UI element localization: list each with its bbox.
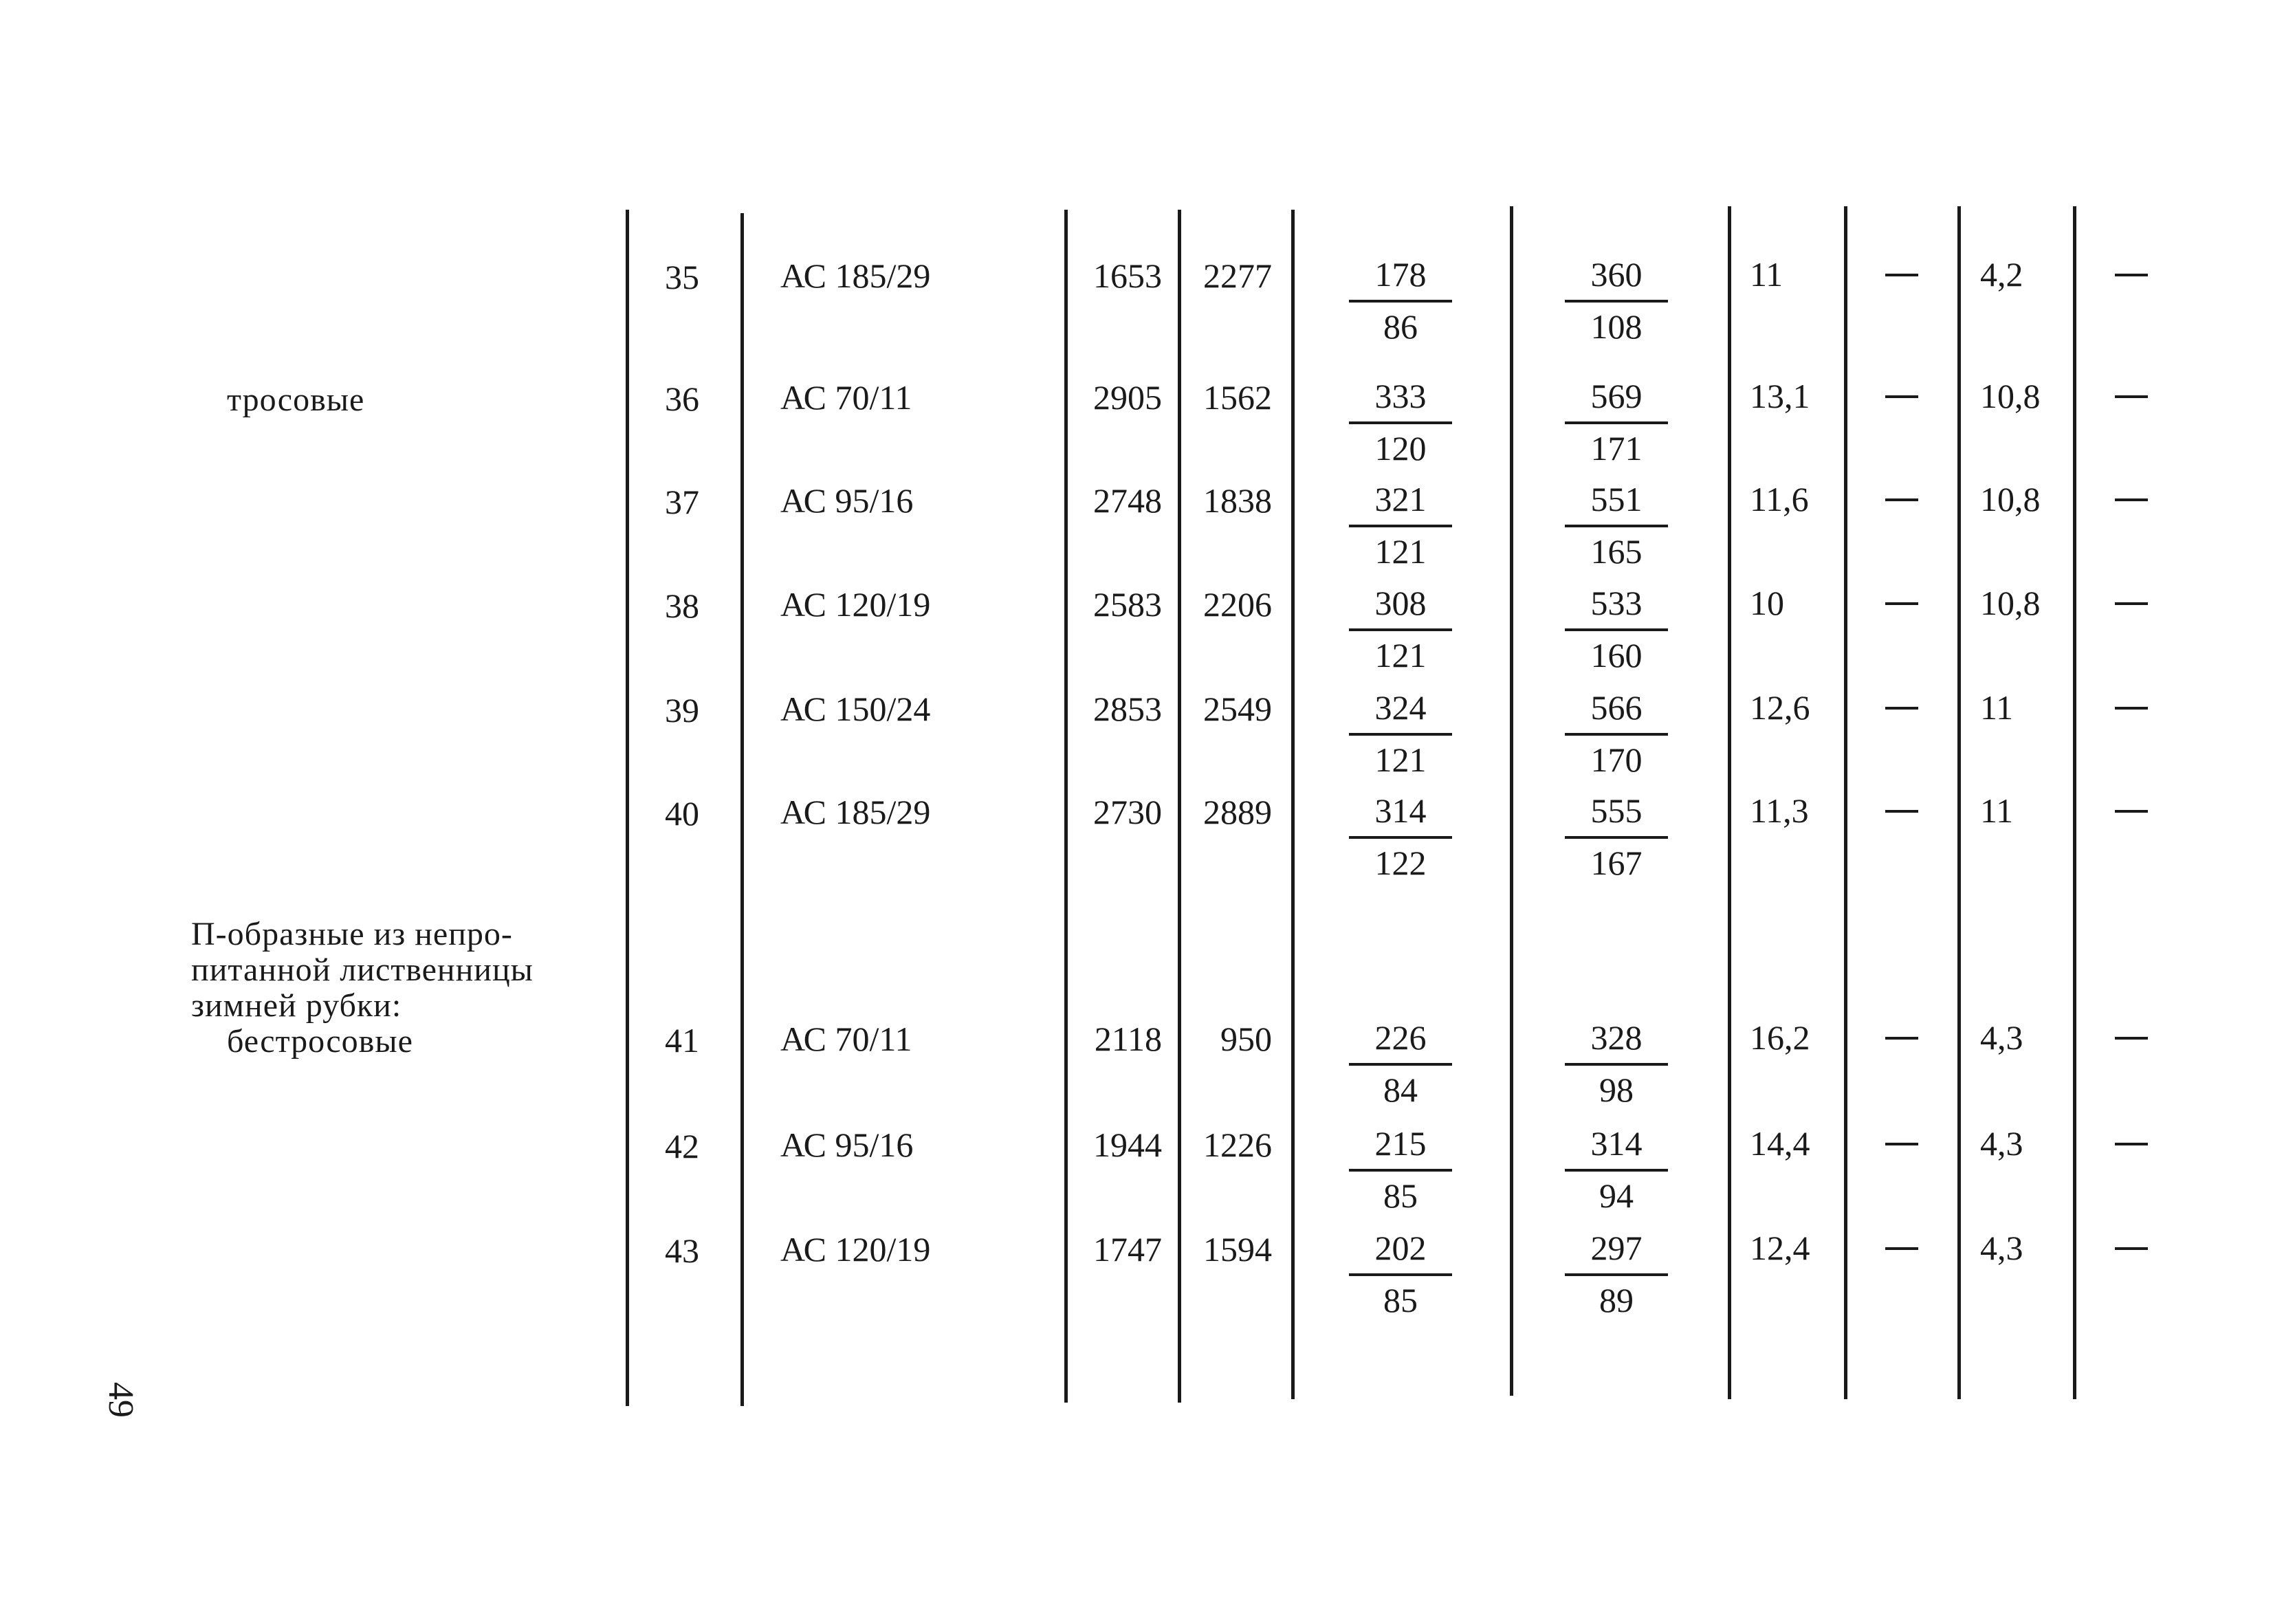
fraction-bar: [1565, 1169, 1668, 1172]
fraction-bar: [1565, 628, 1668, 631]
value-col4: 2889: [1203, 793, 1272, 831]
label-p-obraznye-line1: П-образные из непро-: [191, 916, 513, 952]
fraction-denominator: 121: [1374, 532, 1427, 571]
wire-grade: АС 95/16: [780, 1126, 914, 1164]
dash-col10: [2115, 1143, 2148, 1145]
row-number: 35: [665, 258, 699, 296]
fraction-bar: [1565, 300, 1668, 303]
value-col9: 4,3: [1980, 1229, 2023, 1267]
value-col7: 16,2: [1750, 1018, 1810, 1057]
value-col4: 2277: [1203, 256, 1272, 295]
label-p-obraznye-line2: питанной лиственницы: [191, 952, 534, 988]
page-number: 49: [101, 1382, 140, 1418]
wire-grade: АС 120/19: [780, 1230, 931, 1269]
dash-col8: [1885, 274, 1918, 276]
fraction-denominator: 165: [1590, 532, 1643, 571]
value-col7: 12,4: [1750, 1229, 1810, 1267]
fraction-denominator: 171: [1590, 429, 1643, 468]
dash-col8: [1885, 707, 1918, 710]
value-col7: 14,4: [1750, 1124, 1810, 1163]
fraction-denominator: 86: [1383, 307, 1418, 346]
fraction-numerator: 178: [1374, 255, 1427, 294]
fraction-bar: [1349, 733, 1452, 736]
fraction-bar: [1565, 1273, 1668, 1276]
value-col7: 11,6: [1750, 480, 1809, 518]
fraction-numerator: 314: [1374, 791, 1427, 830]
dash-col8: [1885, 810, 1918, 813]
fraction-numerator: 202: [1374, 1229, 1427, 1267]
wire-grade: АС 70/11: [780, 1020, 912, 1058]
value-col3: 2748: [1093, 481, 1162, 520]
value-col9: 4,3: [1980, 1018, 2023, 1057]
dash-col10: [2115, 1247, 2148, 1250]
fraction-denominator: 170: [1590, 740, 1643, 779]
fraction-bar: [1349, 525, 1452, 527]
fraction-bar: [1565, 1063, 1668, 1066]
fraction-numerator: 226: [1374, 1018, 1427, 1057]
fraction-numerator: 308: [1374, 584, 1427, 622]
column-rule: [740, 213, 744, 1406]
value-col3: 2905: [1093, 378, 1162, 417]
label-p-obraznye-line3: зимней рубки:: [191, 987, 402, 1024]
fraction-bar: [1349, 836, 1452, 839]
row-number: 42: [665, 1127, 699, 1165]
row-number: 37: [665, 483, 699, 521]
dash-col10: [2115, 602, 2148, 605]
dash-col8: [1885, 1143, 1918, 1145]
value-col4: 1594: [1203, 1230, 1272, 1269]
dash-col10: [2115, 498, 2148, 501]
fraction-numerator: 551: [1590, 480, 1643, 518]
dash-col8: [1885, 395, 1918, 398]
fraction-numerator: 533: [1590, 584, 1643, 622]
value-col7: 10: [1750, 584, 1784, 622]
fraction-numerator: 314: [1590, 1124, 1643, 1163]
fraction-denominator: 167: [1590, 844, 1643, 882]
fraction-bar: [1349, 300, 1452, 303]
value-col4: 950: [1220, 1020, 1272, 1058]
fraction-numerator: 360: [1590, 255, 1643, 294]
row-number: 40: [665, 794, 699, 833]
fraction-numerator: 297: [1590, 1229, 1643, 1267]
value-col7: 13,1: [1750, 377, 1810, 415]
value-col3: 2730: [1093, 793, 1162, 831]
fraction-bar: [1349, 421, 1452, 424]
dash-col8: [1885, 602, 1918, 605]
value-col7: 12,6: [1750, 688, 1810, 727]
fraction-bar: [1349, 628, 1452, 631]
fraction-numerator: 321: [1374, 480, 1427, 518]
fraction-bar: [1349, 1169, 1452, 1172]
fraction-numerator: 566: [1590, 688, 1643, 727]
column-rule: [1064, 210, 1068, 1403]
value-col3: 2583: [1093, 585, 1162, 624]
column-rule: [1728, 206, 1731, 1399]
wire-grade: АС 95/16: [780, 481, 914, 520]
fraction-bar: [1565, 836, 1668, 839]
fraction-denominator: 160: [1590, 636, 1643, 674]
fraction-numerator: 333: [1374, 377, 1427, 415]
value-col4: 2206: [1203, 585, 1272, 624]
dash-col10: [2115, 707, 2148, 710]
value-col7: 11,3: [1750, 791, 1809, 830]
value-col3: 1747: [1093, 1230, 1162, 1269]
row-number: 43: [665, 1231, 699, 1270]
fraction-denominator: 89: [1599, 1281, 1634, 1319]
fraction-numerator: 555: [1590, 791, 1643, 830]
wire-grade: АС 185/29: [780, 793, 931, 831]
value-col9: 4,2: [1980, 255, 2023, 294]
fraction-denominator: 98: [1599, 1071, 1634, 1109]
value-col9: 4,3: [1980, 1124, 2023, 1163]
fraction-bar: [1565, 733, 1668, 736]
column-rule: [1957, 206, 1961, 1399]
row-number: 36: [665, 380, 699, 418]
value-col9: 10,8: [1980, 480, 2041, 518]
fraction-denominator: 121: [1374, 636, 1427, 674]
value-col9: 10,8: [1980, 377, 2041, 415]
wire-grade: АС 70/11: [780, 378, 912, 417]
dash-col8: [1885, 498, 1918, 501]
wire-grade: АС 120/19: [780, 585, 931, 624]
column-rule: [1291, 210, 1295, 1399]
dash-col10: [2115, 810, 2148, 813]
value-col3: 2853: [1093, 690, 1162, 728]
fraction-denominator: 120: [1374, 429, 1427, 468]
fraction-denominator: 94: [1599, 1176, 1634, 1215]
fraction-numerator: 324: [1374, 688, 1427, 727]
value-col4: 1226: [1203, 1126, 1272, 1164]
fraction-bar: [1349, 1063, 1452, 1066]
value-col4: 2549: [1203, 690, 1272, 728]
value-col3: 1944: [1093, 1126, 1162, 1164]
value-col4: 1838: [1203, 481, 1272, 520]
row-number: 39: [665, 691, 699, 729]
value-col7: 11: [1750, 255, 1783, 294]
dash-col10: [2115, 1037, 2148, 1040]
fraction-denominator: 84: [1383, 1071, 1418, 1109]
value-col9: 11: [1980, 791, 2014, 830]
fraction-bar: [1349, 1273, 1452, 1276]
column-rule: [626, 210, 629, 1406]
fraction-numerator: 328: [1590, 1018, 1643, 1057]
column-rule: [1844, 206, 1847, 1399]
fraction-numerator: 215: [1374, 1124, 1427, 1163]
fraction-bar: [1565, 421, 1668, 424]
row-number: 41: [665, 1021, 699, 1060]
dash-col10: [2115, 395, 2148, 398]
dash-col10: [2115, 274, 2148, 276]
fraction-bar: [1565, 525, 1668, 527]
value-col9: 11: [1980, 688, 2014, 727]
value-col3: 2118: [1094, 1020, 1162, 1058]
label-trosovye: тросовые: [227, 382, 365, 418]
value-col3: 1653: [1093, 256, 1162, 295]
fraction-denominator: 108: [1590, 307, 1643, 346]
fraction-denominator: 85: [1383, 1176, 1418, 1215]
column-rule: [1178, 210, 1181, 1403]
dash-col8: [1885, 1037, 1918, 1040]
fraction-denominator: 85: [1383, 1281, 1418, 1319]
column-rule: [2073, 206, 2076, 1399]
wire-grade: АС 185/29: [780, 256, 931, 295]
column-rule: [1510, 206, 1513, 1396]
value-col4: 1562: [1203, 378, 1272, 417]
fraction-denominator: 122: [1374, 844, 1427, 882]
wire-grade: АС 150/24: [780, 690, 931, 728]
row-number: 38: [665, 586, 699, 625]
fraction-numerator: 569: [1590, 377, 1643, 415]
label-bestrosovye: бестросовые: [227, 1023, 413, 1060]
dash-col8: [1885, 1247, 1918, 1250]
fraction-denominator: 121: [1374, 740, 1427, 779]
value-col9: 10,8: [1980, 584, 2041, 622]
